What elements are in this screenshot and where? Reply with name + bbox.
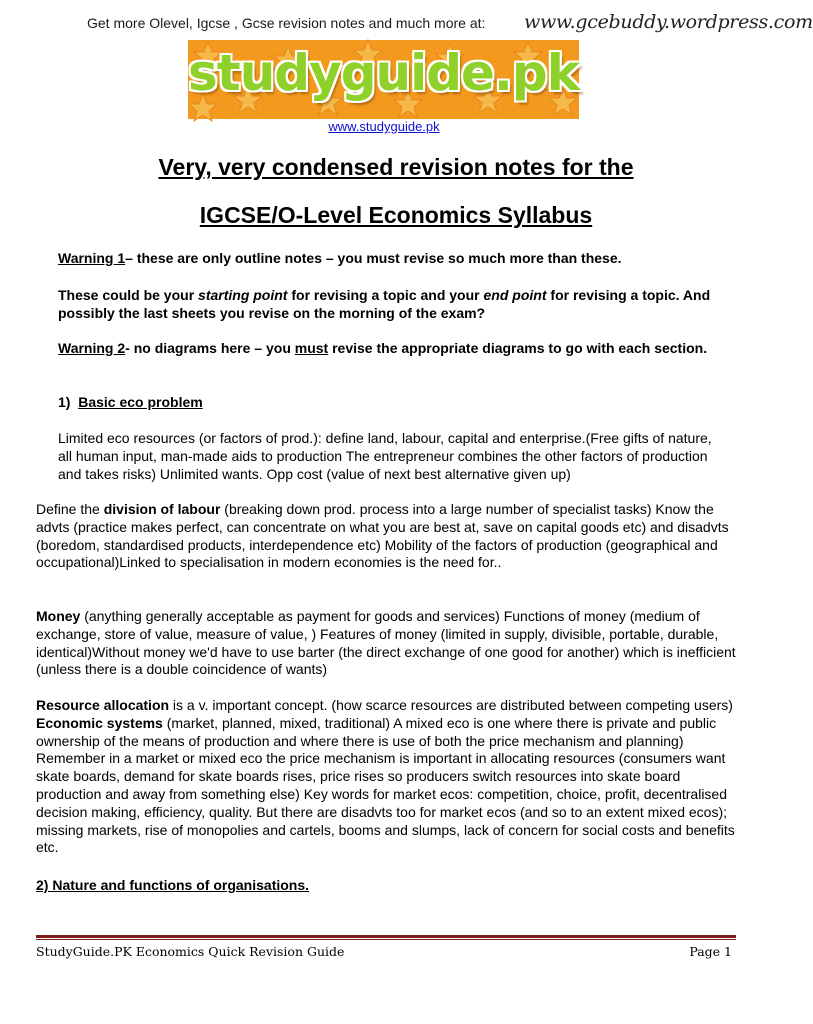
site-link[interactable]: www.studyguide.pk	[328, 119, 440, 134]
end-point-term: end point	[483, 287, 547, 303]
section-1-title: Basic eco problem	[78, 394, 203, 410]
warning-2-text-b: revise the appropriate diagrams to go with each section.	[328, 340, 708, 356]
promo-text: Get more Olevel, Igcse , Gcse revision notes and much more at:	[87, 15, 486, 31]
warning-1-text: – these are only outline notes – you must revise so much more than these.	[125, 250, 622, 266]
warning-1-label: Warning 1	[58, 250, 126, 266]
division-text-a: Define the	[36, 501, 104, 517]
studyguide-banner	[188, 40, 579, 119]
division-term: division of labour	[103, 501, 221, 517]
warning-2-label: Warning 2	[58, 340, 126, 356]
promo-header	[0, 11, 813, 36]
footer-title: StudyGuide.PK Economics Quick Revision Guide	[36, 944, 345, 959]
starting-point-note	[58, 287, 758, 323]
division-text-b: (breaking down prod. process into a large number of specialist tasks) Know the advts (practice makes perfect, can concentrate on what you are best at, save on capital goods etc) and disadvts (boredom, standardised products, interdependence etc) Mobility of the factors of production (geographical and occupational)Linked to specialisation in modern economies is the need for..	[36, 501, 729, 571]
warning-2-must: must	[294, 340, 329, 356]
section-1-heading	[58, 394, 203, 412]
starting-point-term: starting point	[198, 287, 288, 303]
warning-2-text-a: - no diagrams here – you	[125, 340, 295, 356]
resource-term: Resource allocation	[36, 697, 170, 713]
resource-text-a: is a v. important concept. (how scarce resources are distributed between competing users)	[169, 697, 733, 713]
warning-2	[58, 340, 748, 358]
page-title-line-1: Very, very condensed revision notes for the	[158, 154, 634, 180]
starting-text-e: for revising a topic. And possibly the last sheets you revise on the morning of the exam?	[58, 287, 711, 321]
resource-allocation-paragraph	[36, 697, 736, 857]
footer-divider	[36, 935, 736, 938]
resource-text-b: (market, planned, mixed, traditional) A mixed eco is one where there is private and public ownership of the means of production and where there is use of both the price mechanism and planning) Remember in a market or mixed eco the price mechanism is important in allocating resources (consumers want skate boards, demand for skate boards rises, price rises so producers switch resources into skate board production and away from something else) Key words for market ecos: competition, choice, profit, decentralised decision making, efficiency, quality. But there are disadvts too for market ecos (and so to an extent mixed ecos); missing markets, rise of monopolies and cartels, booms and slumps, lack of concern for social costs and benefits etc.	[36, 714, 735, 856]
money-text: (anything generally acceptable as payment for goods and services) Functions of money (medium of exchange, store of value, measure of value, ) Features of money (limited in supply, divisible, portable, durable, identical)Without money we'd have to use barter (the direct exchange of one good for another) which is inefficient (unless there is a double coincidence of wants)	[36, 608, 736, 678]
basic-eco-paragraph: Limited eco resources (or factors of prod.): define land, labour, capital and enterprise.(Free gifts of nature, all human input, man-made aids to production The entrepreneur combines the other factors of production and takes risks) Unlimited wants. Opp cost (value of next best alternative given up)	[58, 430, 712, 482]
studyguide-logo: studyguide.pk	[188, 44, 579, 102]
starting-text-a: These could be your	[58, 287, 199, 303]
page-title-line-2: IGCSE/O-Level Economics Syllabus	[199, 202, 593, 228]
money-paragraph	[36, 608, 736, 679]
section-1-number: 1)	[58, 394, 71, 410]
promo-url[interactable]: www.gcebuddy.wordpress.com	[524, 11, 813, 33]
starting-text-c: for revising a topic and your	[287, 287, 484, 303]
footer-divider-thin	[36, 939, 736, 940]
section-2-heading: 2) Nature and functions of organisations.	[36, 877, 310, 893]
money-term: Money	[36, 608, 81, 624]
economic-systems-term: Economic systems	[36, 714, 163, 731]
division-of-labour-paragraph	[36, 501, 736, 572]
page-number: Page 1	[689, 944, 732, 959]
warning-1	[58, 250, 748, 268]
